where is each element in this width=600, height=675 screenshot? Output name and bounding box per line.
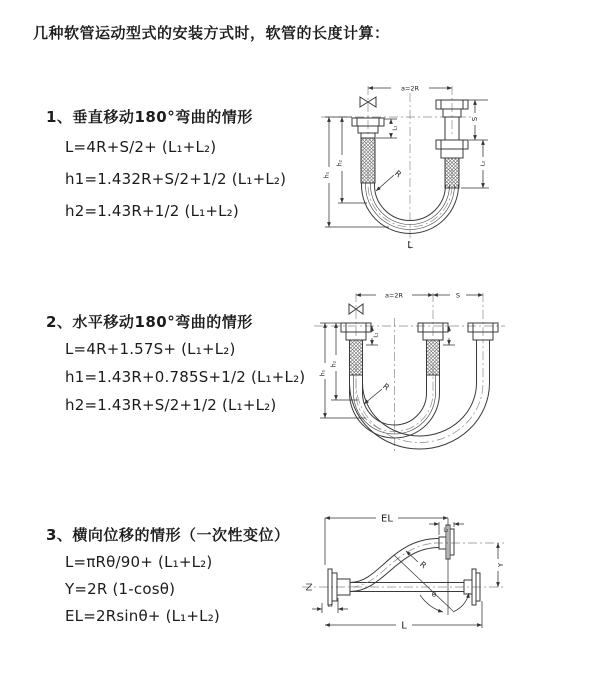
label-a2r: a=2R — [400, 84, 420, 93]
label-r: R — [417, 559, 429, 571]
section-1-formula-h2: h2=1.43R+1/2 (L₁+L₂) — [65, 202, 239, 220]
section-2-formula-h2: h2=1.43R+S/2+1/2 (L₁+L₂) — [65, 396, 277, 414]
label-s: S — [471, 116, 479, 122]
section-1-formula-l: L=4R+S/2+ (L₁+L₂) — [65, 138, 217, 156]
label-r: R — [380, 381, 392, 393]
angle-construction — [394, 518, 469, 615]
dimension-lines — [320, 295, 483, 418]
label-l2: L₂ — [443, 527, 449, 534]
section-2-heading: 2、水平移动180°弯曲的情形 — [46, 313, 253, 331]
label-el: EL — [381, 513, 393, 525]
diagram-vertical-180-bend — [305, 75, 570, 260]
left-fitting — [341, 323, 371, 340]
label-y: Y — [497, 562, 505, 568]
label-h1: h₁ — [323, 171, 331, 179]
label-l: L — [401, 620, 407, 632]
label-r: R — [392, 168, 404, 180]
hose-u-bend-displaced — [350, 340, 490, 449]
section-3-heading: 3、横向位移的情形（一次性变位） — [46, 526, 290, 544]
label-h1: h₁ — [319, 369, 327, 377]
label-l: L — [407, 240, 413, 251]
label-a2r: a=2R — [384, 291, 404, 300]
middle-fitting — [418, 323, 448, 340]
label-h2: h₂ — [336, 159, 344, 167]
page-title: 几种软管运动型式的安装方式时，软管的长度计算： — [33, 24, 390, 42]
label-l1: L₁ — [373, 332, 380, 338]
section-3-formula-l: L=πRθ/90+ (L₁+L₂) — [65, 553, 213, 571]
label-h2: h₂ — [330, 360, 338, 368]
section-3-formula-el: EL=2Rsinθ+ (L₁+L₂) — [65, 607, 220, 625]
label-theta: θ — [431, 591, 437, 599]
section-2-formula-h1: h1=1.43R+0.785S+1/2 (L₁+L₂) — [65, 368, 306, 386]
label-l1: L₁ — [327, 602, 333, 609]
diagram-horizontal-180-bend — [300, 283, 570, 458]
section-2-formula-l: L=4R+1.57S+ (L₁+L₂) — [65, 340, 236, 358]
section-1-heading: 1、垂直移动180°弯曲的情形 — [46, 108, 253, 126]
label-s: S — [455, 291, 461, 300]
right-fitting — [468, 323, 498, 340]
section-3-formula-y: Y=2R (1-cosθ) — [65, 580, 176, 598]
diagram-lateral-displacement — [298, 505, 563, 660]
label-l1: L₁ — [392, 125, 399, 131]
label-l2: L₂ — [480, 160, 487, 167]
section-1-formula-h1: h1=1.432R+S/2+1/2 (L₁+L₂) — [65, 170, 287, 188]
dimension-lines — [312, 518, 498, 628]
